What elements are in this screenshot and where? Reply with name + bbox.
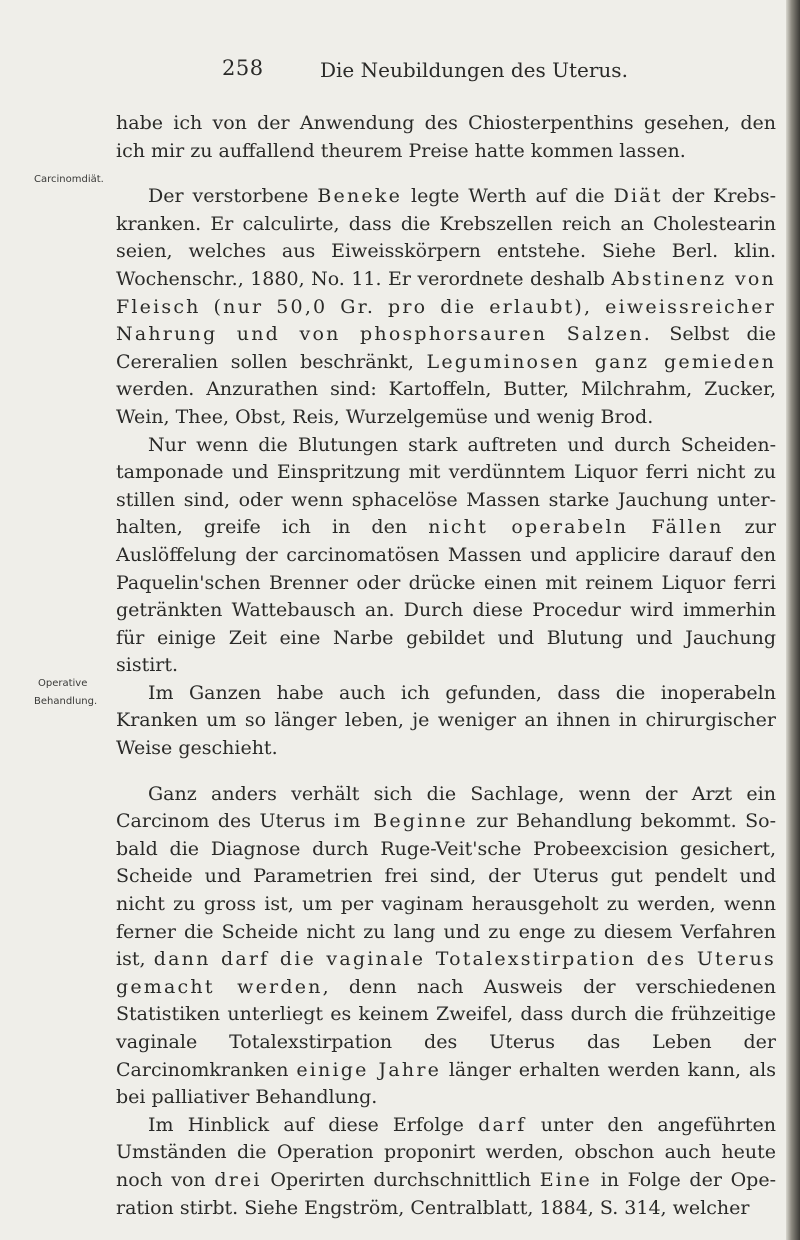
spaced-emphasis-text: dann darf die vaginale Totalexstirpation des Uterus gemacht werden bbox=[116, 948, 777, 998]
spaced-emphasis-text: darf bbox=[478, 1113, 527, 1136]
text-run: werden. Anzurathen sind: Kartoffeln, Butter, Milchrahm, Zucker, Wein, Thee, Obst, Reis, Wurzelgemüse und wenig Brod. bbox=[116, 378, 776, 428]
running-title: Die Neubildungen des Uterus. bbox=[320, 58, 628, 82]
text-run: Selbst die Cereralien sollen beschränkt, bbox=[116, 323, 776, 373]
spaced-emphasis-text: drei bbox=[214, 1168, 262, 1191]
text-run: Operirten durchschnittlich bbox=[261, 1168, 540, 1191]
text-run: zur Auslöffelung der carcinomatösen Massen und applicire darauf den Paquelin'schen Brenner oder drücke einen mit reinem Liquor ferri getränkten Wattebausch an. Durch diese Procedur wird immerhin für einige Zeit eine Narbe gebildet und Blutung und Jauchung sistirt. bbox=[116, 516, 777, 677]
text-run: Im Ganzen habe auch ich gefunden, dass die inoperabeln Kranken um so länger leben, je weniger an ihnen in chirurgischer Weise geschieht. bbox=[116, 681, 776, 760]
paragraph bbox=[116, 432, 776, 680]
text-run: , denn nach Ausweis der verschiedenen Statistiken unterliegt es keinem Zweifel, dass durch die frühzeitige vaginale Totalexstirpation des Uterus das Leben der Carcinomkranken bbox=[116, 975, 776, 1081]
page-edge-shadow bbox=[786, 0, 800, 1240]
spaced-emphasis-text: einige Jahre bbox=[296, 1058, 442, 1081]
text-run: habe ich von der Anwendung des Chiosterpenthins gesehen, den ich mir zu auffallend theurem Preise hatte kommen lassen. bbox=[116, 112, 776, 162]
spaced-emphasis-text: Eine bbox=[539, 1168, 592, 1191]
spaced-emphasis-text: Beneke bbox=[317, 185, 403, 208]
paragraph bbox=[116, 1112, 776, 1222]
text-run: länger erhalten werden kann, als bei palliativer Behandlung. bbox=[116, 1058, 776, 1109]
text-run: in Folge der Operation stirbt. Siehe Engström, Centralblatt, 1884, S. 314, welcher bbox=[116, 1168, 776, 1219]
margin-note-operative: Operative bbox=[38, 678, 88, 689]
spaced-emphasis-text: Diät bbox=[613, 185, 663, 208]
text-run: zur Behandlung bekommt. Sobald die Diagnose durch Ruge-Veit'sche Probeexcision gesichert, Scheide und Parametrien frei sind, der Uterus gut pendelt und nicht zu gross ist, um per vaginam herausgeholt zu werden, wenn ferner die Scheide nicht zu lang und zu enge zu diesem Verfahren ist, bbox=[116, 810, 776, 971]
text-run: Ganz anders verhält sich die Sachlage, wenn der Arzt ein Carcinom des Uterus bbox=[116, 782, 776, 833]
body-text bbox=[116, 110, 776, 1222]
spaced-emphasis-text: nicht operabeln Fällen bbox=[428, 516, 724, 539]
text-run: Der verstorbene bbox=[148, 185, 318, 208]
paragraph bbox=[116, 781, 776, 1112]
text-run: unter den angeführten Umständen die Operation proponirt werden, obschon auch heute noch von bbox=[116, 1113, 776, 1191]
paragraph bbox=[116, 110, 776, 165]
spaced-emphasis-text: im Beginne bbox=[334, 810, 468, 833]
text-run: Im Hinblick auf diese Erfolge bbox=[148, 1113, 479, 1136]
paragraph bbox=[116, 680, 776, 763]
spaced-emphasis-text: Abstinenz von Fleisch (nur 50,0 Gr. pro die erlaubt), eiweissreicher Nahrung und von phosphorsauren Salzen. bbox=[116, 267, 776, 346]
text-run: der Krebskranken. Er calculirte, dass die Krebszellen reich an Cholestearin seien, welches aus Eiweisskörpern entstehe. Siehe Berl. klin. Wochenschr., 1880, No. 11. Er verordnete deshalb bbox=[116, 185, 776, 290]
margin-note-carcinomdiaet: Carcinomdiät. bbox=[34, 174, 104, 185]
page-number: 258 bbox=[222, 56, 264, 80]
text-run: legte Werth auf die bbox=[402, 185, 614, 208]
page-header bbox=[0, 56, 786, 86]
text-run: Nur wenn die Blutungen stark auftreten und durch Scheidentamponade und Einspritzung mit verdünntem Liquor ferri nicht zu stillen sind, oder wenn sphacelöse Massen starke Jauchung unterhalten, greife ich in den bbox=[116, 433, 776, 539]
spaced-emphasis-text: Leguminosen ganz gemieden bbox=[426, 350, 777, 373]
margin-note-behandlung: Behandlung. bbox=[34, 696, 98, 707]
paragraph bbox=[116, 183, 776, 431]
